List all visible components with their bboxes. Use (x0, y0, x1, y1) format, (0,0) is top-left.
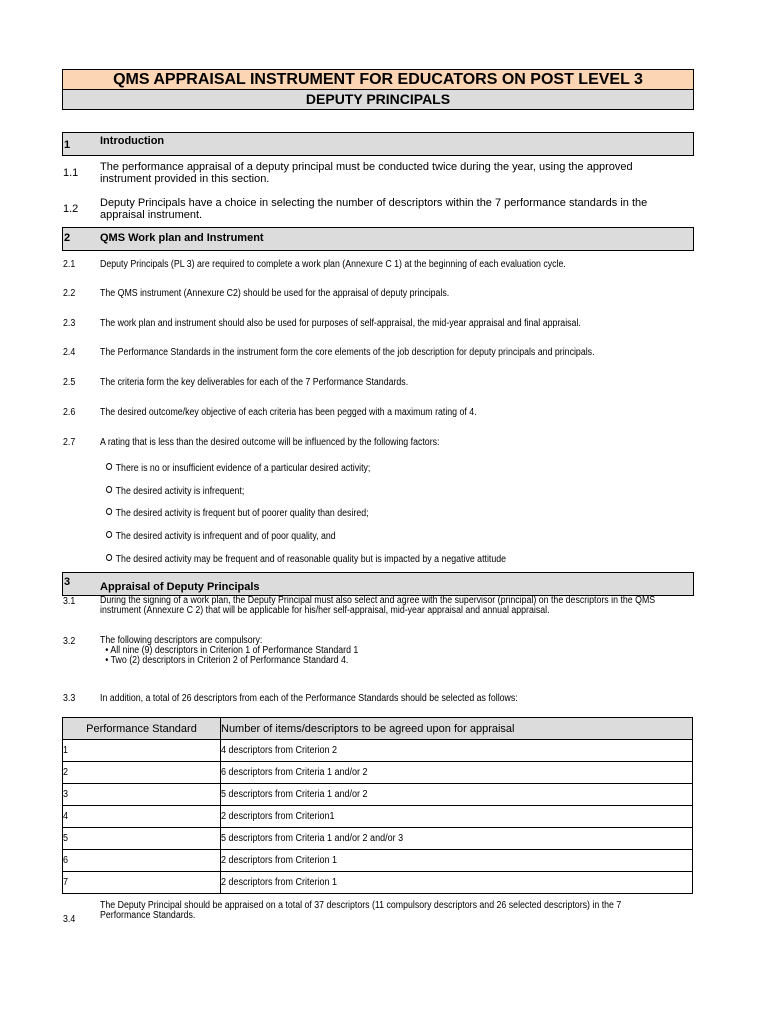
item-text: The work plan and instrument should also be used for purposes of self-appraisal, the mid-year appraisal and final appraisal. (100, 318, 581, 329)
section-header-work-plan (62, 227, 694, 251)
item-number: 2.5 (63, 377, 76, 388)
circle-bullet-icon (106, 486, 112, 493)
item-number: 2.6 (63, 407, 76, 418)
table-row (63, 762, 693, 784)
item-number: 1.1 (63, 167, 79, 179)
item-number: 3.1 (63, 596, 76, 607)
table-cell: 6 (63, 855, 69, 866)
section-number: 2 (64, 232, 71, 244)
table-row (63, 828, 693, 850)
table-cell: 2 (63, 767, 69, 778)
section-header-introduction (62, 132, 694, 156)
item-number: 2.4 (63, 347, 76, 358)
item-text: Deputy Principals have a choice in selecting the number of descriptors within the 7 performance standards in the appraisal instrument. (100, 197, 648, 221)
circle-bullet-icon (106, 508, 112, 515)
item-text: The criteria form the key deliverables for each of the 7 Performance Standards. (100, 377, 409, 388)
item-text: During the signing of a work plan, the Deputy Principal must also select and agree with the supervisor (principal) on the descriptors in the QMS instrument (Annexure C 2) that will be applicable for his/her self-appraisal, mid-year appraisal and annual appraisal. (100, 595, 656, 616)
table-row (63, 806, 693, 828)
item-number: 2.7 (63, 437, 76, 448)
section-title: Introduction (100, 135, 165, 147)
table-cell: 2 descriptors from Criterion1 (221, 811, 335, 822)
document-subtitle: DEPUTY PRINCIPALS (62, 89, 694, 110)
factor-item: The desired activity is infrequent and of poor quality, and (106, 531, 336, 542)
item-text: The desired outcome/key objective of each criteria has been pegged with a maximum rating of 4. (100, 407, 477, 418)
item-number: 2.2 (63, 288, 76, 299)
document-title: QMS APPRAISAL INSTRUMENT FOR EDUCATORS ON POST LEVEL 3 (62, 69, 694, 90)
table-cell: 6 descriptors from Criteria 1 and/or 2 (221, 767, 368, 778)
item-text: Deputy Principals (PL 3) are required to complete a work plan (Annexure C 1) at the beginning of each evaluation cycle. (100, 259, 566, 270)
table-row (63, 850, 693, 872)
column-header: Number of items/descriptors to be agreed upon for appraisal (221, 718, 693, 740)
table-header-row (63, 718, 693, 740)
column-header: Performance Standard (63, 718, 221, 740)
circle-bullet-icon (106, 554, 112, 561)
section-number: 1 (64, 139, 71, 151)
table-cell: 5 descriptors from Criteria 1 and/or 2 (221, 789, 368, 800)
table-cell: 7 (63, 877, 69, 888)
item-text: In addition, a total of 26 descriptors from each of the Performance Standards should be selected as follows: (100, 693, 518, 704)
factor-item: The desired activity is frequent but of poorer quality than desired; (106, 508, 369, 519)
section-number: 3 (64, 576, 71, 588)
table-row (63, 740, 693, 762)
item-number: 3.3 (63, 693, 76, 704)
item-number: 3.2 (63, 636, 76, 647)
table-cell: 2 descriptors from Criterion 1 (221, 855, 338, 866)
table-cell: 5 (63, 833, 69, 844)
table-cell: 4 descriptors from Criterion 2 (221, 745, 338, 756)
item-text: The QMS instrument (Annexure C2) should be used for the appraisal of deputy principals. (100, 288, 450, 299)
factor-item: The desired activity is infrequent; (106, 486, 244, 497)
item-text: The Deputy Principal should be appraised on a total of 37 descriptors (11 compulsory descriptors and 26 selected descriptors) in the 7 Performance Standards. (100, 900, 622, 921)
factor-item: The desired activity may be frequent and of reasonable quality but is impacted by a negative attitude (106, 554, 506, 565)
section-title: QMS Work plan and Instrument (100, 232, 264, 244)
item-number: 1.2 (63, 203, 79, 215)
table-cell: 1 (63, 745, 69, 756)
table-cell: 4 (63, 811, 69, 822)
item-text: The performance appraisal of a deputy principal must be conducted twice during the year, using the approved instrument provided in this section. (100, 161, 633, 185)
table-row (63, 872, 693, 894)
table-cell: 2 descriptors from Criterion 1 (221, 877, 338, 888)
item-text: The Performance Standards in the instrument form the core elements of the job description for deputy principals and principals. (100, 347, 595, 358)
circle-bullet-icon (106, 463, 112, 470)
item-number: 3.4 (63, 914, 76, 925)
circle-bullet-icon (106, 531, 112, 538)
item-text: A rating that is less than the desired outcome will be influenced by the following factors: (100, 437, 440, 448)
item-number: 2.3 (63, 318, 76, 329)
item-text: The following descriptors are compulsory: • All nine (9) descriptors in Criterion 1 of Performance Standard 1 • Two (2) descriptors in Criterion 2 of Performance Standard 4. (100, 635, 359, 666)
table-cell: 3 (63, 789, 69, 800)
item-number: 2.1 (63, 259, 76, 270)
section-title: Appraisal of Deputy Principals (100, 581, 260, 593)
table-row (63, 784, 693, 806)
performance-standards-table (62, 717, 693, 894)
table-cell: 5 descriptors from Criteria 1 and/or 2 and/or 3 (221, 833, 404, 844)
factor-item: There is no or insufficient evidence of a particular desired activity; (106, 463, 370, 474)
section-header-appraisal (62, 572, 694, 596)
